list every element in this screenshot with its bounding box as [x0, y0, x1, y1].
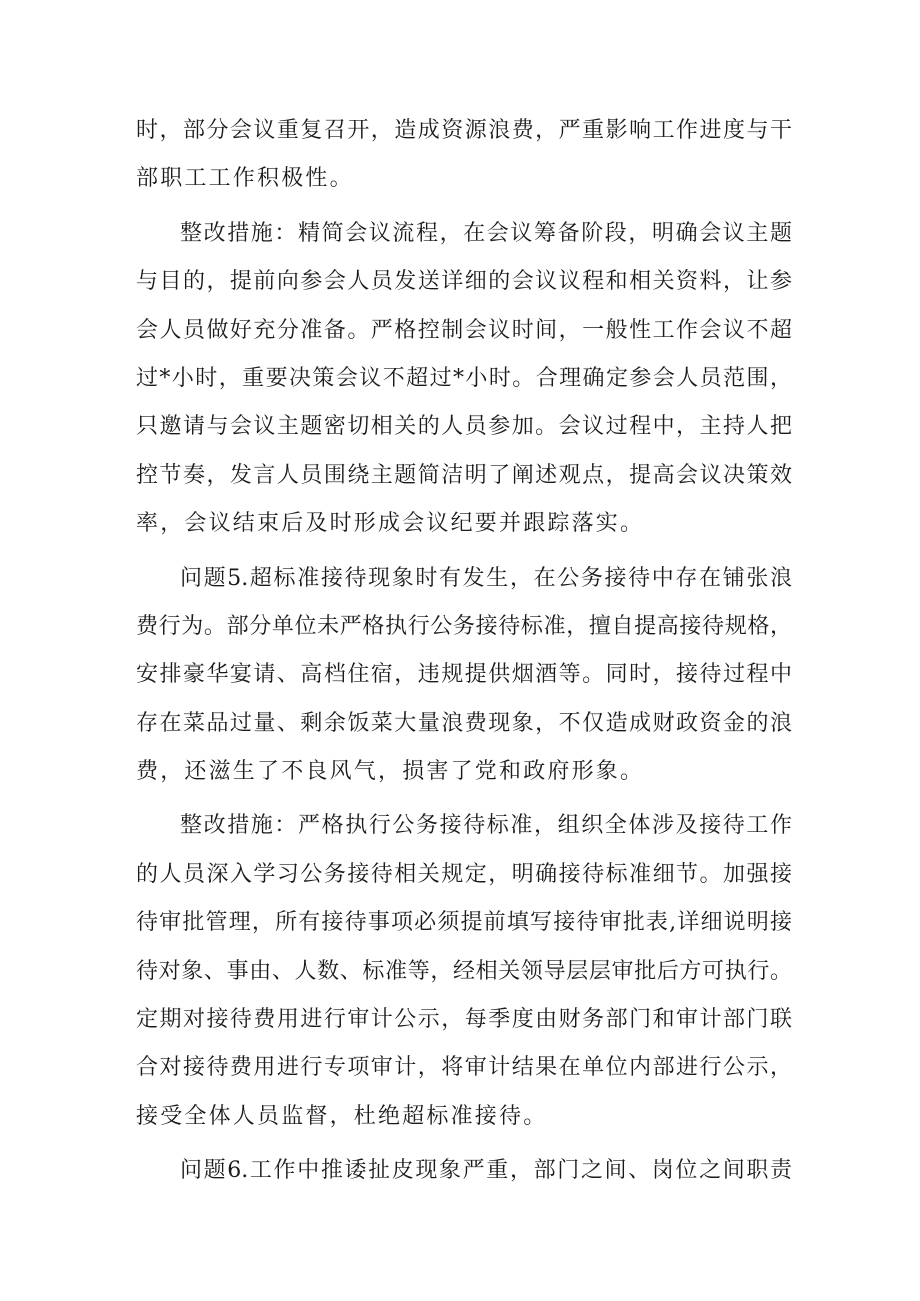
paragraph-meeting-rectification: [136, 210, 792, 549]
text-line: 安排豪华宴请、高档住宿，违规提供烟酒等。同时，接待过程中: [136, 662, 792, 688]
text-line: 的人员深入学习公务接待相关规定，明确接待标准细节。加强接: [136, 861, 792, 887]
text-line: 待对象、事由、人数、标准等，经相关领导层层审批后方可执行。: [136, 958, 792, 984]
paragraph-meeting-problem-tail: [136, 107, 792, 204]
text-line: 过*小时，重要决策会议不超过*小时。合理确定参会人员范围，: [136, 365, 792, 391]
text-line: 整改措施：精简会议流程，在会议筹备阶段，明确会议主题: [180, 220, 792, 246]
text-line: 接受全体人员监督，杜绝超标准接待。: [136, 1103, 548, 1129]
text-line: 率，会议结束后及时形成会议纪要并跟踪落实。: [136, 511, 645, 537]
text-line: 问题5.超标准接待现象时有发生，在公务接待中存在铺张浪: [180, 565, 792, 591]
text-line: 问题6.工作中推诿扯皮现象严重，部门之间、岗位之间职责: [180, 1158, 792, 1184]
text-line: 时，部分会议重复召开，造成资源浪费，严重影响工作进度与干: [136, 118, 792, 143]
text-line: 会人员做好充分准备。严格控制会议时间，一般性工作会议不超: [136, 317, 792, 343]
text-line: 费，还滋生了不良风气，损害了党和政府形象。: [136, 759, 645, 785]
paragraph-problem-5: [136, 555, 792, 797]
paragraph-reception-rectification: [136, 802, 792, 1141]
text-line: 整改措施：严格执行公务接待标准，组织全体涉及接待工作: [180, 813, 792, 839]
text-line: 存在菜品过量、剩余饭菜大量浪费现象，不仅造成财政资金的浪: [136, 710, 792, 736]
text-line: 费行为。部分单位未严格执行公务接待标准，擅自提高接待规格，: [136, 613, 792, 639]
paragraph-problem-6: [136, 1147, 792, 1195]
document-body: [136, 107, 792, 1202]
text-line: 控节奏，发言人员围绕主题简洁明了阐述观点，提高会议决策效: [136, 462, 792, 488]
text-line: 与目的，提前向参会人员发送详细的会议议程和相关资料，让参: [136, 269, 792, 295]
text-line: 部职工工作积极性。: [136, 166, 354, 192]
text-line: 定期对接待费用进行审计公示，每季度由财务部门和审计部门联: [136, 1007, 792, 1033]
text-line: 待审批管理，所有接待事项必须提前填写接待审批表,详细说明接: [136, 910, 792, 936]
text-line: 合对接待费用进行专项审计，将审计结果在单位内部进行公示，: [136, 1055, 792, 1081]
text-line: 只邀请与会议主题密切相关的人员参加。会议过程中，主持人把: [136, 414, 792, 440]
